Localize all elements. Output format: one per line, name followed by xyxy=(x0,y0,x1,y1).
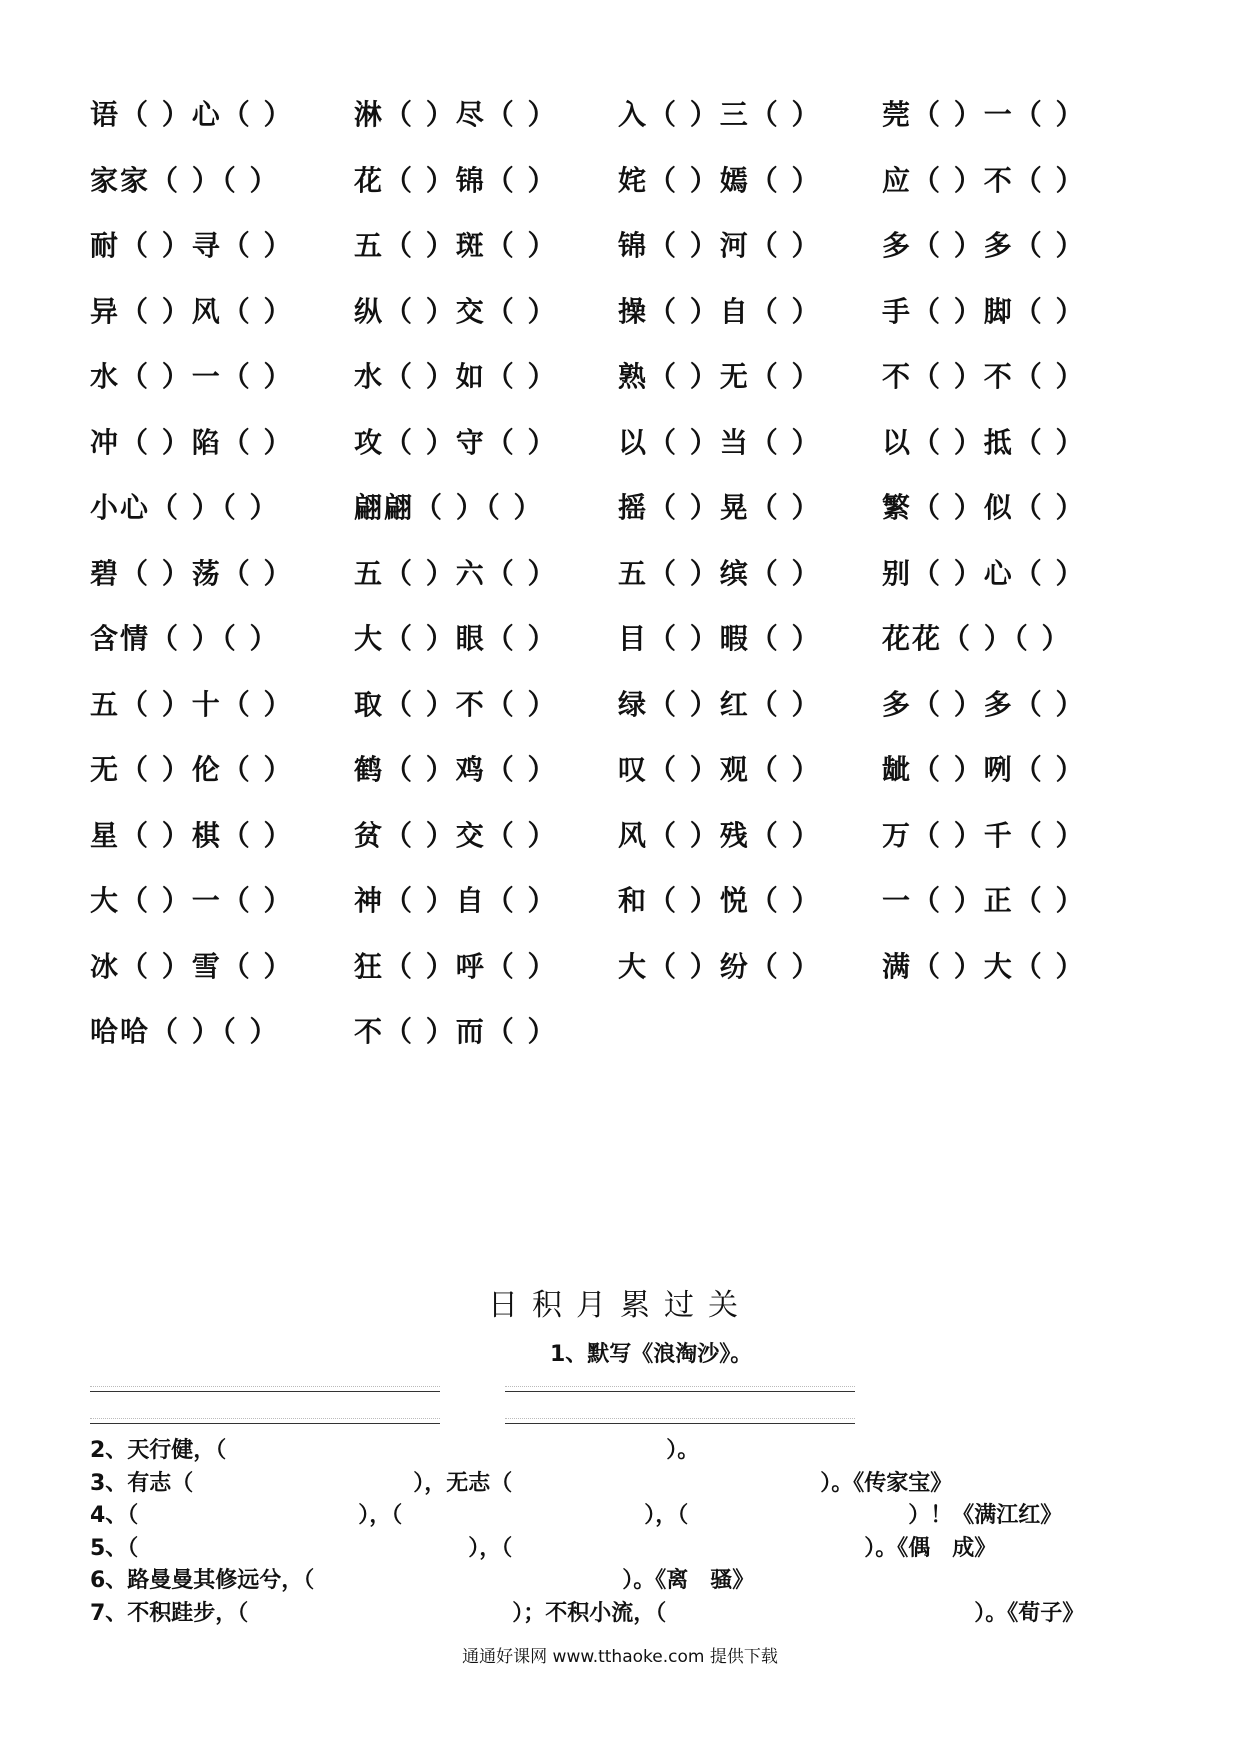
dotted-line xyxy=(505,1418,855,1419)
idiom-cell: 以（ ）当（ ） xyxy=(618,425,822,459)
idiom-cell: 繁（ ）似（ ） xyxy=(882,491,1086,524)
idiom-cell: 锦（ ）河（ ） xyxy=(618,229,822,262)
idiom-grid xyxy=(90,95,1146,1078)
idiom-cell: 取（ ）不（ ） xyxy=(354,687,558,721)
idiom-cell: 冰（ ）雪（ ） xyxy=(90,949,294,983)
idiom-cell: 多（ ）多（ ） xyxy=(882,687,1086,721)
idiom-cell: 别（ ）心（ ） xyxy=(882,556,1086,590)
idiom-cell: 大（ ）纷（ ） xyxy=(618,949,822,983)
idiom-cell: 纵（ ）交（ ） xyxy=(354,294,558,328)
idiom-cell: 万（ ）千（ ） xyxy=(882,818,1086,852)
idiom-cell: 星（ ）棋（ ） xyxy=(90,818,294,852)
idiom-cell: 目（ ）暇（ ） xyxy=(618,622,822,655)
idiom-cell: 满（ ）大（ ） xyxy=(882,949,1086,983)
idiom-cell: 五（ ）十（ ） xyxy=(90,687,294,721)
idiom-cell: 熟（ ）无（ ） xyxy=(618,360,822,393)
idiom-cell: 花花（ ）（ ） xyxy=(882,622,1072,655)
idiom-cell: 淋（ ）尽（ ） xyxy=(354,98,558,131)
idiom-cell: 小心（ ）（ ） xyxy=(90,491,280,524)
idiom-cell: 语（ ）心（ ） xyxy=(90,98,294,131)
answer-line xyxy=(505,1423,855,1424)
subtitle: 1、默写《浪淘沙》。 xyxy=(550,1342,753,1367)
idiom-cell: 以（ ）抵（ ） xyxy=(882,425,1086,459)
fill-in-item: 5、（ ），（ ）。《偶 成》 xyxy=(90,1535,997,1561)
idiom-cell: 攻（ ）守（ ） xyxy=(354,425,558,459)
fill-in-item: 6、路曼曼其修远兮，（ ）。《离 骚》 xyxy=(90,1568,755,1593)
idiom-cell: 水（ ）如（ ） xyxy=(354,360,558,393)
dotted-line xyxy=(505,1386,855,1387)
idiom-cell: 花（ ）锦（ ） xyxy=(354,163,558,197)
idiom-cell: 入（ ）三（ ） xyxy=(618,98,822,131)
idiom-cell: 五（ ）六（ ） xyxy=(354,556,558,590)
idiom-cell: 异（ ）风（ ） xyxy=(90,294,294,328)
idiom-cell: 水（ ）一（ ） xyxy=(90,360,294,393)
idiom-cell: 大（ ）一（ ） xyxy=(90,884,294,917)
footer: 通通好课网 www.tthaoke.com 提供下载 xyxy=(462,1647,778,1667)
idiom-cell: 莞（ ）一（ ） xyxy=(882,98,1086,131)
answer-line xyxy=(90,1391,440,1392)
answer-line xyxy=(505,1391,855,1392)
idiom-cell: 耐（ ）寻（ ） xyxy=(90,229,294,262)
idiom-cell: 贫（ ）交（ ） xyxy=(354,818,558,852)
idiom-cell: 冲（ ）陷（ ） xyxy=(90,425,294,459)
idiom-cell: 不（ ）不（ ） xyxy=(882,360,1086,393)
answer-line xyxy=(90,1423,440,1424)
idiom-cell: 含情（ ）（ ） xyxy=(90,622,280,655)
fill-in-item: 3、有志（ ），无志（ ）。《传家宝》 xyxy=(90,1470,953,1496)
idiom-cell: 风（ ）残（ ） xyxy=(618,818,822,852)
idiom-cell: 鹤（ ）鸡（ ） xyxy=(354,753,558,786)
idiom-cell: 翩翩（ ）（ ） xyxy=(354,491,544,524)
idiom-cell: 操（ ）自（ ） xyxy=(618,294,822,328)
idiom-cell: 绿（ ）红（ ） xyxy=(618,687,822,721)
idiom-cell: 家家（ ）（ ） xyxy=(90,163,280,197)
section-title: 日积月累过关 xyxy=(488,1288,752,1323)
dotted-line xyxy=(90,1386,440,1387)
idiom-cell: 龇（ ）咧（ ） xyxy=(882,753,1086,786)
idiom-cell: 多（ ）多（ ） xyxy=(882,229,1086,262)
idiom-cell: 和（ ）悦（ ） xyxy=(618,884,822,917)
idiom-cell: 不（ ）而（ ） xyxy=(354,1015,558,1048)
idiom-cell: 神（ ）自（ ） xyxy=(354,884,558,917)
idiom-cell: 摇（ ）晃（ ） xyxy=(618,491,822,524)
idiom-cell: 应（ ）不（ ） xyxy=(882,163,1086,197)
idiom-cell: 五（ ）斑（ ） xyxy=(354,229,558,262)
idiom-cell: 碧（ ）荡（ ） xyxy=(90,556,294,590)
fill-in-item: 2、天行健，（ ）。 xyxy=(90,1438,700,1463)
fill-in-item: 7、不积跬步，（ ）；不积小流，（ ）。《荀子》 xyxy=(90,1600,1085,1626)
dotted-line xyxy=(90,1418,440,1419)
idiom-cell: 五（ ）缤（ ） xyxy=(618,556,822,590)
idiom-cell: 姹（ ）嫣（ ） xyxy=(618,163,822,197)
idiom-cell: 一（ ）正（ ） xyxy=(882,884,1086,917)
idiom-cell: 大（ ）眼（ ） xyxy=(354,622,558,655)
idiom-cell: 手（ ）脚（ ） xyxy=(882,294,1086,328)
fill-in-items xyxy=(90,1435,1170,1630)
fill-in-item: 4、（ ），（ ），（ ）！《满江红》 xyxy=(90,1503,1063,1528)
idiom-cell: 叹（ ）观（ ） xyxy=(618,753,822,786)
idiom-cell: 无（ ）伦（ ） xyxy=(90,753,294,786)
idiom-cell: 哈哈（ ）（ ） xyxy=(90,1015,280,1048)
idiom-cell: 狂（ ）呼（ ） xyxy=(354,949,558,983)
